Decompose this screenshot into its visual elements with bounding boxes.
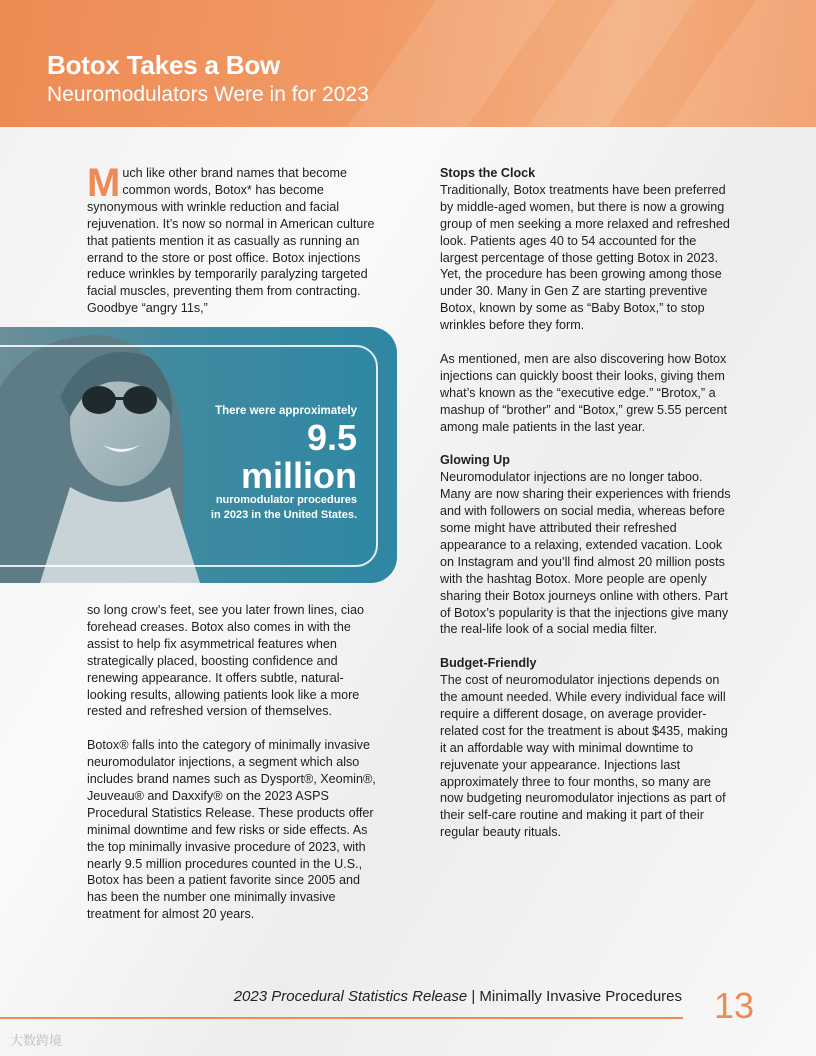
page-number: 13: [714, 985, 755, 1026]
page-title: Botox Takes a Bow: [47, 50, 281, 80]
continuation-paragraph: so long crow’s feet, see you later frown lines, ciao forehead creases. Botox also comes in with the assist to help fix asymmetrical features when strategically placed, boosting confidence and renewing appearance. It offers subtle, natural-looking results, allowing patients look like a more rested and refreshed version of themselves.: [87, 603, 364, 719]
section-heading: Budget-Friendly: [440, 656, 537, 671]
watermark: 大数跨境: [10, 1033, 63, 1048]
section-heading: Stops the Clock: [440, 166, 536, 180]
paragraph-2: Botox® falls into the category of minimally invasive neuromodulator injections, a segment which also includes brand names such as Dysport®, Xeomin®, Jeuveau® and Daxxify® on the 2023 ASPS Procedural Statistics Release. These products offer minimal downtime and few risks or side effects. As the top minimally invasive procedure of 2023, with nearly 9.5 million procedures counted in the U.S., Botox has been a patient favorite since 2005 and has been the number one minimally invasive treatment for almost 20 years.: [87, 738, 376, 922]
section-paragraph: Traditionally, Botox treatments have been preferred by middle-aged women, but there is now a growing group of men seeking a more relaxed and refreshed look. Patients ages 40 to 54 accounted for the largest percentage of those getting Botox in 2023. Yet, the procedure has been growing among those under 30. Many in Gen Z are starting preventive Botox, known by some as “Baby Botox,” to stop wrinkles before they form.: [440, 182, 730, 333]
callout-line-1: nuromodulator procedures: [215, 494, 357, 506]
page-subtitle: Neuromodulators Were in for 2023: [47, 83, 369, 106]
footer-rule: [0, 1017, 683, 1019]
section-heading: Glowing Up: [440, 453, 510, 468]
intro-paragraph: uch like other brand names that become common words, Botox* has become synonymous with wrinkle reduction and facial rejuvenation. It’s now so normal in American culture that patients mention it as casually as running an errand to the store or post office. Botox injections reduce wrinkles by temporarily paralyzing targeted facial muscles, preventing them from contracting. Goodbye “angry 11s,”: [87, 166, 375, 316]
callout-big-number: 9.5: [306, 417, 357, 458]
callout-line-2: in 2023 in the United States.: [210, 509, 357, 521]
drop-cap: M: [87, 161, 121, 205]
section-paragraph: Neuromodulator injections are no longer taboo. Many are now sharing their experiences with friends and with followers on social media, whereas before some might have attributed their refreshed appearance to a relaxing, extended vacation. Look on Instagram and you’ll find almost 20 million posts with the hashtag Botox. More people are openly sharing their Botox journeys online with others. Part of Botox’s popularity is that the injections give many the real-life look of a social media filter.: [440, 470, 731, 637]
page-header: [0, 0, 816, 127]
left-column-lower: [87, 602, 380, 940]
callout-big-unit: million: [241, 455, 357, 496]
footer-text: [234, 988, 682, 1005]
section-paragraph: The cost of neuromodulator injections depends on the amount needed. While every individual face will require a different dosage, on average provider-related cost for the treatment is about $435, making it an affordable way with minimal downtime to rejuvenate your appearance. Injections last approximately three to four months, so many are now budgeting neuromodulator injections as part of their self-care routine and making it part of their regular beauty rituals.: [440, 673, 728, 840]
footer-separator: |: [467, 988, 480, 1005]
left-column-intro: [87, 161, 380, 317]
stat-callout: [0, 327, 397, 583]
footer-section: Minimally Invasive Procedures: [479, 988, 682, 1005]
right-column: [440, 165, 734, 858]
footer-publication: 2023 Procedural Statistics Release: [233, 988, 468, 1005]
callout-lead: There were approximately: [215, 405, 357, 417]
section-paragraph: As mentioned, men are also discovering how Botox injections can quickly boost their looks, giving them what’s known as the “executive edge.” “Brotox,” a mashup of “brother” and “Botox,” grew 5.55 percent among male patients in the last year.: [440, 351, 728, 434]
